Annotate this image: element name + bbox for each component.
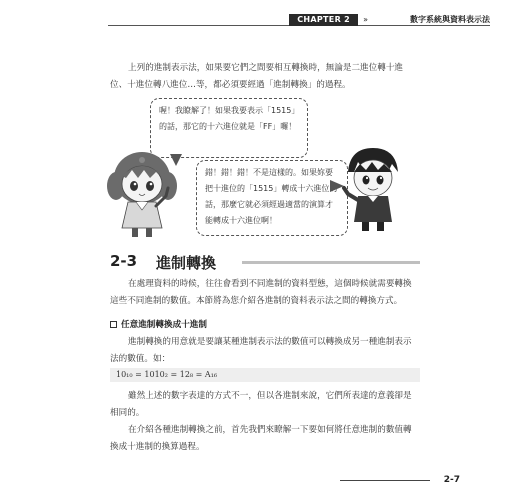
subsection-title: 任意進制轉換成十進制 xyxy=(121,320,207,330)
section-divider xyxy=(242,261,420,264)
speech-bubble-girl: 喔！我瞭解了！如果我要表示「1515」的話，那它的十六進位就是「FF」囉！ xyxy=(150,98,308,158)
intro-paragraph: 上列的進制表示法，如果要它們之間要相互轉換時，無論是二進位轉十進位、十進位轉八進位…等，都必須要經過「進制轉換」的過程。 xyxy=(110,63,404,90)
body-paragraph: 在介紹各種進制轉換之前，首先我們來瞭解一下要如何將任意進制的數值轉換成十進制的換算過程。 xyxy=(110,425,412,452)
section-number: 2-3 xyxy=(110,252,138,270)
chevron-right-icon: » xyxy=(363,15,368,24)
subsection-paragraph: 進制轉換的用意就是要讓某種進制表示法的數值可以轉換成另一種進制表示法的數值。如： xyxy=(110,337,412,364)
body-paragraph: 雖然上述的數字表達的方式不一，但以各進制來說，它們所表達的意義卻是相同的。 xyxy=(110,391,412,418)
footer-rule xyxy=(340,480,430,481)
page-header xyxy=(108,14,490,26)
page-number: 2-7 xyxy=(443,475,460,485)
boy-character-illustration xyxy=(338,142,408,232)
page-footer xyxy=(340,474,460,486)
chapter-title: 數字系統與資料表示法 xyxy=(410,15,490,24)
formula-example: 10₁₀ = 1010₂ = 12₈ = A₁₆ xyxy=(110,368,420,382)
section-title: 進制轉換 xyxy=(156,254,217,272)
checkbox-square-icon xyxy=(110,321,117,328)
chapter-label: CHAPTER 2 xyxy=(289,14,358,26)
section-heading xyxy=(110,252,420,274)
section-intro-paragraph: 在處理資料的時候，往往會看到不同進制的資料型態，這個時候就需要轉換這些不同進制的數值。本節將為您介紹各進制的資料表示法之間的轉換方式。 xyxy=(110,279,412,306)
speech-bubble-boy: 錯！錯！錯！不是這樣的。如果妳要把十進位的「1515」轉成十六進位的話，那麼它就必須經過適當的演算才能轉成十六進位啊！ xyxy=(196,160,348,236)
subsection-heading xyxy=(110,318,207,330)
girl-character-illustration xyxy=(106,148,184,238)
